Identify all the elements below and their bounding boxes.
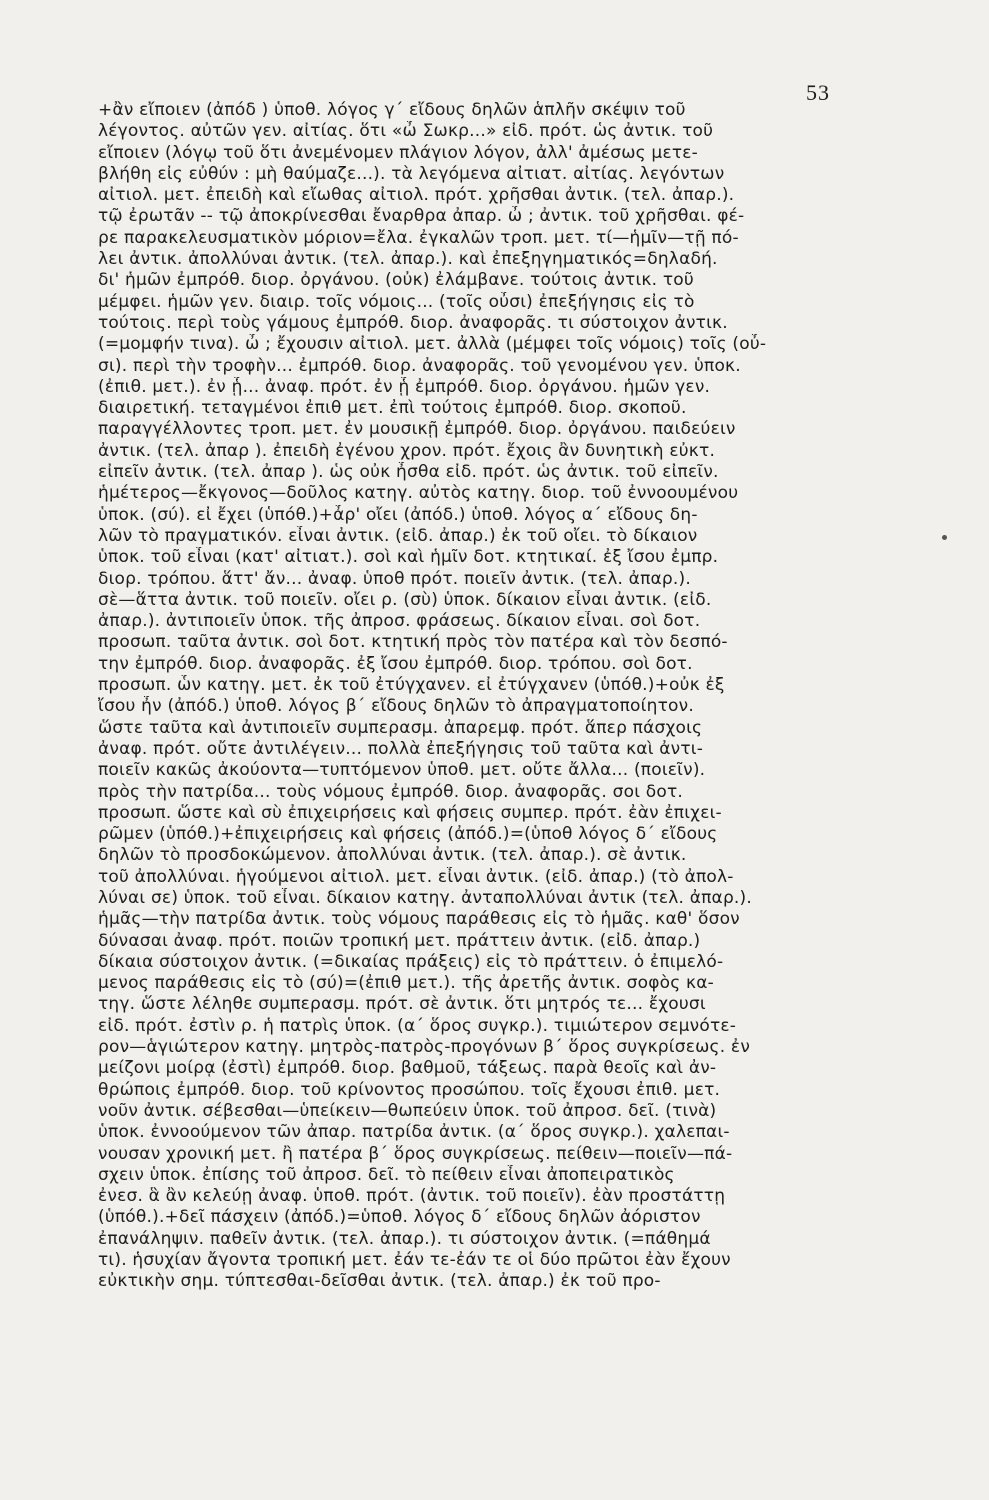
text-line: διαιρετική. τεταγμένοι ἐπιθ μετ. ἐπὶ τούτοις ἐμπρόθ. διορ. σκοποῦ.	[98, 398, 687, 419]
text-line: ρε παρακελευσματικὸν μόριον=ἔλα. ἐγκαλῶν τροπ. μετ. τί—ἡμῖν—τῇ πό-	[98, 227, 739, 248]
text-line: λει ἀντικ. ἀπολλύναι ἀντικ. (τελ. ἀπαρ.). καὶ ἐπεξηγηματικός=δηλαδή.	[98, 249, 718, 270]
text-line: βλήθη εἰς εὐθύν : μὴ θαύμαζε...). τὰ λεγόμενα αἰτιατ. αἰτίας. λεγόντων	[98, 163, 725, 184]
text-line: εὐκτικὴν σημ. τύπτεσθαι-δεῖσθαι ἀντικ. (τελ. ἀπαρ.) ἐκ τοῦ προ-	[98, 1271, 661, 1292]
text-line: διορ. τρόπου. ἅττ' ἄν... ἀναφ. ὑποθ πρότ. ποιεῖν ἀντικ. (τελ. ἀπαρ.).	[98, 568, 691, 589]
text-line: ἀντικ. (τελ. ἀπαρ ). ἐπειδὴ ἐγένου χρον. πρότ. ἔχοις ἂν δυνητικὴ εὐκτ.	[98, 440, 716, 461]
body-text	[98, 100, 858, 1314]
text-line: νοῦν ἀντικ. σέβεσθαι—ὑπείκειν—θωπεύειν ὑποκ. τοῦ ἀπροσ. δεῖ. (τινὰ)	[98, 1100, 717, 1121]
text-line: μενος παράθεσις εἰς τὸ (σύ)=(ἐπιθ μετ.). τῆς ἀρετῆς ἀντικ. σοφὸς κα-	[98, 973, 715, 994]
text-line: σι). περὶ τὴν τροφὴν... ἐμπρόθ. διορ. ἀναφορᾶς. τοῦ γενομένου γεν. ὑποκ.	[98, 355, 741, 376]
text-line: προσωπ. ὥστε καὶ σὺ ἐπιχειρήσεις καὶ φήσεις συμπερ. πρότ. ἐὰν ἐπιχει-	[98, 802, 722, 823]
text-line: πρὸς τὴν πατρίδα... τοὺς νόμους ἐμπρόθ. διορ. ἀναφορᾶς. σοι δοτ.	[98, 781, 684, 802]
text-line: προσωπ. ὧν κατηγ. μετ. ἐκ τοῦ ἐτύγχανεν. εἰ ἐτύγχανεν (ὑπόθ.)+οὐκ ἐξ	[98, 675, 725, 696]
text-line: δηλῶν τὸ προσδοκώμενον. ἀπολλύναι ἀντικ. (τελ. ἀπαρ.). σὲ ἀντικ.	[98, 845, 687, 866]
text-line: παραγγέλλοντες τροπ. μετ. ἐν μουσικῇ ἐμπρόθ. διορ. ὀργάνου. παιδεύειν	[98, 419, 736, 440]
text-line: ἡμέτερος—ἔκγονος—δοῦλος κατηγ. αὐτὸς κατηγ. διορ. τοῦ ἐννοουμένου	[98, 483, 739, 504]
text-line: λύναι σε) ὑποκ. τοῦ εἶναι. δίκαιον κατηγ. ἀνταπολλύναι ἀντικ (τελ. ἀπαρ.).	[98, 887, 752, 908]
text-line: εἰπεῖν ἀντικ. (τελ. ἀπαρ ). ὡς οὐκ ἦσθα εἰδ. πρότ. ὡς ἀντικ. τοῦ εἰπεῖν.	[98, 462, 719, 483]
text-line: ρον—ἁγιώτερον κατηγ. μητρὸς-πατρὸς-προγόνων β΄ ὅρος συγκρίσεως. ἐν	[98, 1037, 751, 1058]
text-line: σχειν ὑποκ. ἐπίσης τοῦ ἀπροσ. δεῖ. τὸ πείθειν εἶναι ἀποπειρατικὸς	[98, 1164, 675, 1185]
text-line: ἐνεσ. ἃ ἂν κελεύῃ ἀναφ. ὑποθ. πρότ. (ἀντικ. τοῦ ποιεῖν). ἐὰν προστάττῃ	[98, 1186, 726, 1207]
text-line: ἡμᾶς—τὴν πατρίδα ἀντικ. τοὺς νόμους παράθεσις εἰς τὸ ἡμᾶς. καθ' ὅσον	[98, 909, 740, 930]
text-line: νουσαν χρονική μετ. ἢ πατέρα β΄ ὅρος συγκρίσεως. πείθειν—ποιεῖν—πά-	[98, 1143, 733, 1164]
text-line: θρώποις ἐμπρόθ. διορ. τοῦ κρίνοντος προσώπου. τοῖς ἔχουσι ἐπιθ. μετ.	[98, 1079, 721, 1100]
text-line: τῷ ἐρωτᾶν -- τῷ ἀποκρίνεσθαι ἔναρθρα ἀπαρ. ὦ ; ἀντικ. τοῦ χρῆσθαι. φέ-	[98, 206, 745, 227]
text-line: μείζονι μοίρᾳ (ἐστὶ) ἐμπρόθ. διορ. βαθμοῦ, τάξεως. παρὰ θεοῖς καὶ ἀν-	[98, 1058, 717, 1079]
text-line: ἴσου ἦν (ἀπόδ.) ὑποθ. λόγος β΄ εἴδους δηλῶν τὸ ἀπραγματοποίητον.	[98, 696, 694, 717]
text-line: αἰτιολ. μετ. ἐπειδὴ καὶ εἴωθας αἰτιολ. πρότ. χρῆσθαι ἀντικ. (τελ. ἀπαρ.).	[98, 185, 735, 206]
text-line: ὑποκ. (σύ). εἰ ἔχει (ὑπόθ.)+ἆρ' οἴει (ἀπόδ.) ὑποθ. λόγος α΄ εἴδους δη-	[98, 504, 698, 525]
text-line: ὑποκ. ἐννοούμενον τῶν ἀπαρ. πατρίδα ἀντικ. (α΄ ὅρος συγκρ.). χαλεπαι-	[98, 1122, 730, 1143]
text-line: ἀναφ. πρότ. οὔτε ἀντιλέγειν... πολλὰ ἐπεξήγησις τοῦ ταῦτα καὶ ἀντι-	[98, 738, 704, 759]
page-number: 53	[806, 80, 830, 105]
text-line: (ὑπόθ.).+δεῖ πάσχειν (ἀπόδ.)=ὑποθ. λόγος δ΄ εἴδους δηλῶν ἀόριστον	[98, 1207, 701, 1228]
text-line: δύνασαι ἀναφ. πρότ. ποιῶν τροπική μετ. πράττειν ἀντικ. (εἰδ. ἀπαρ.)	[98, 930, 701, 951]
text-line: (=μομφήν τινα). ὦ ; ἔχουσιν αἰτιολ. μετ. ἀλλὰ (μέμφει τοῖς νόμοις) τοῖς (οὖ-	[98, 334, 767, 355]
margin-dot	[942, 535, 947, 540]
text-line: την ἐμπρόθ. διορ. ἀναφορᾶς. ἐξ ἴσου ἐμπρόθ. διορ. τρόπου. σοὶ δοτ.	[98, 653, 693, 674]
text-line: προσωπ. ταῦτα ἀντικ. σοὶ δοτ. κτητική πρὸς τὸν πατέρα καὶ τὸν δεσπό-	[98, 632, 728, 653]
text-line: εἰδ. πρότ. ἐστὶν ρ. ἡ πατρὶς ὑποκ. (α΄ ὅρος συγκρ.). τιμιώτερον σεμνότε-	[98, 1015, 737, 1036]
text-line: τηγ. ὥστε λέληθε συμπερασμ. πρότ. σὲ ἀντικ. ὅτι μητρός τε... ἔχουσι	[98, 994, 706, 1015]
text-line: ρῶμεν (ὑπόθ.)+ἐπιχειρήσεις καὶ φήσεις (ἀπόδ.)=(ὑποθ λόγος δ΄ εἴδους	[98, 824, 718, 845]
text-line: λέγοντος. αὐτῶν γεν. αἰτίας. ὅτι «ὦ Σωκρ...» εἰδ. πρότ. ὡς ἀντικ. τοῦ	[98, 121, 714, 142]
text-line: ἀπαρ.). ἀντιποιεῖν ὑποκ. τῆς ἀπροσ. φράσεως. δίκαιον εἶναι. σοὶ δοτ.	[98, 611, 701, 632]
text-line: τι). ἡσυχίαν ἄγοντα τροπική μετ. ἐάν τε-ἐάν τε οἱ δύο πρῶτοι ἐὰν ἔχουν	[98, 1250, 731, 1271]
text-line: τούτοις. περὶ τοὺς γάμους ἐμπρόθ. διορ. ἀναφορᾶς. τι σύστοιχον ἀντικ.	[98, 312, 728, 333]
text-line	[98, 1293, 858, 1314]
text-line: σὲ—ἅττα ἀντικ. τοῦ ποιεῖν. οἴει ρ. (σὺ) ὑποκ. δίκαιον εἶναι ἀντικ. (εἰδ.	[98, 589, 712, 610]
text-line: ποιεῖν κακῶς ἀκούοντα—τυπτόμενον ὑποθ. μετ. οὔτε ἄλλα... (ποιεῖν).	[98, 760, 706, 781]
text-line: (ἐπιθ. μετ.). ἐν ᾗ... ἀναφ. πρότ. ἐν ᾗ ἐμπρόθ. διορ. ὀργάνου. ἡμῶν γεν.	[98, 376, 711, 397]
text-line: ἐπανάληψιν. παθεῖν ἀντικ. (τελ. ἀπαρ.). τι σύστοιχον ἀντικ. (=πάθημά	[98, 1228, 711, 1249]
text-line: εἴποιεν (λόγῳ τοῦ ὅτι ἀνεμένομεν πλάγιον λόγον, ἀλλ' ἀμέσως μετε-	[98, 142, 698, 163]
text-line: ὑποκ. τοῦ εἶναι (κατ' αἰτιατ.). σοὶ καὶ ἡμῖν δοτ. κτητικαί. ἐξ ἴσου ἐμπρ.	[98, 547, 719, 568]
text-line: δι' ἡμῶν ἐμπρόθ. διορ. ὀργάνου. (οὐκ) ἐλάμβανε. τούτοις ἀντικ. τοῦ	[98, 270, 694, 291]
text-line: τοῦ ἀπολλύναι. ἡγούμενοι αἰτιολ. μετ. εἶναι ἀντικ. (εἰδ. ἀπαρ.) (τὸ ἀπολ-	[98, 866, 734, 887]
text-line: δίκαια σύστοιχον ἀντικ. (=δικαίας πράξεις) εἰς τὸ πράττειν. ὁ ἐπιμελό-	[98, 951, 724, 972]
text-line: λῶν τὸ πραγματικόν. εἶναι ἀντικ. (εἰδ. ἀπαρ.) ἐκ τοῦ οἴει. τὸ δίκαιον	[98, 525, 698, 546]
text-line: μέμφει. ἡμῶν γεν. διαιρ. τοῖς νόμοις... (τοῖς οὖσι) ἐπεξήγησις εἰς τὸ	[98, 291, 695, 312]
text-line: ὥστε ταῦτα καὶ ἀντιποιεῖν συμπερασμ. ἀπαρεμφ. πρότ. ἅπερ πάσχοις	[98, 717, 703, 738]
text-line: +ἂν εἴποιεν (ἀπόδ ) ὑποθ. λόγος γ΄ εἴδους δηλῶν ἁπλῆν σκέψιν τοῦ	[98, 100, 686, 120]
